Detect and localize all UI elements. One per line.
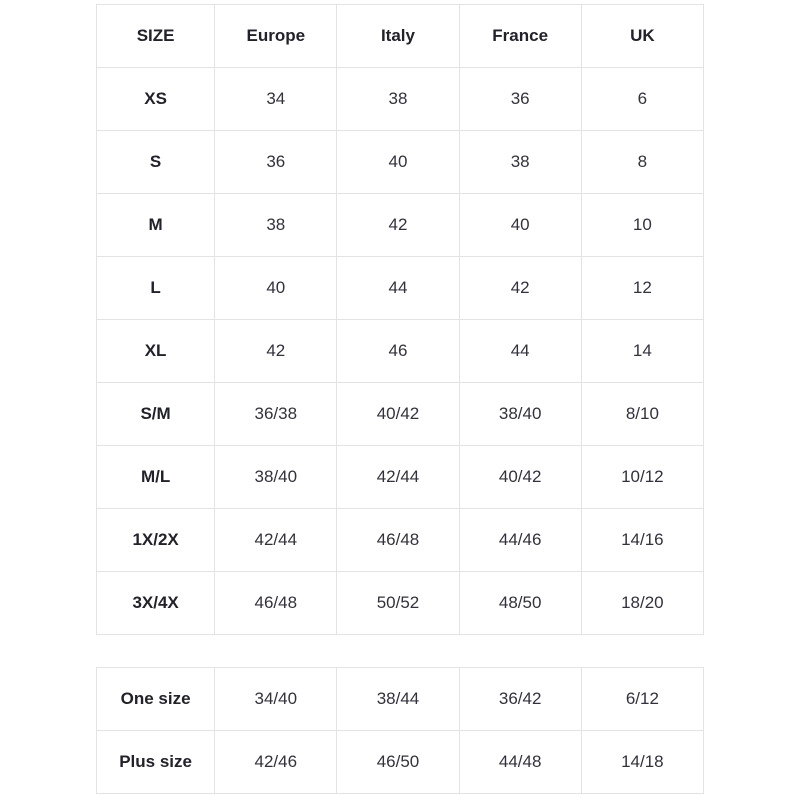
cell-france: 44/46 — [459, 509, 581, 572]
row-label: XL — [97, 320, 215, 383]
row-label: XS — [97, 68, 215, 131]
cell-france: 48/50 — [459, 572, 581, 635]
cell-italy: 38/44 — [337, 668, 459, 731]
table-row — [97, 257, 704, 320]
cell-europe: 42/44 — [215, 509, 337, 572]
cell-italy: 40/42 — [337, 383, 459, 446]
cell-italy: 44 — [337, 257, 459, 320]
cell-europe: 42 — [215, 320, 337, 383]
table-row — [97, 194, 704, 257]
cell-uk: 12 — [581, 257, 703, 320]
cell-france: 36/42 — [459, 668, 581, 731]
cell-europe: 38 — [215, 194, 337, 257]
table-row — [97, 320, 704, 383]
cell-europe: 34/40 — [215, 668, 337, 731]
cell-europe: 36 — [215, 131, 337, 194]
cell-france: 40 — [459, 194, 581, 257]
table-header-row — [97, 5, 704, 68]
row-label: S/M — [97, 383, 215, 446]
cell-italy: 46/50 — [337, 731, 459, 794]
cell-italy: 46/48 — [337, 509, 459, 572]
cell-italy: 42 — [337, 194, 459, 257]
cell-france: 44 — [459, 320, 581, 383]
cell-uk: 8/10 — [581, 383, 703, 446]
cell-france: 42 — [459, 257, 581, 320]
column-header-europe: Europe — [215, 5, 337, 68]
row-label: 1X/2X — [97, 509, 215, 572]
cell-europe: 34 — [215, 68, 337, 131]
row-label: S — [97, 131, 215, 194]
cell-europe: 38/40 — [215, 446, 337, 509]
cell-france: 38 — [459, 131, 581, 194]
cell-france: 38/40 — [459, 383, 581, 446]
cell-france: 44/48 — [459, 731, 581, 794]
cell-italy: 40 — [337, 131, 459, 194]
cell-france: 36 — [459, 68, 581, 131]
cell-uk: 6 — [581, 68, 703, 131]
cell-europe: 42/46 — [215, 731, 337, 794]
column-header-size: SIZE — [97, 5, 215, 68]
main-size-table — [96, 4, 704, 635]
table-row — [97, 668, 704, 731]
table-body — [97, 668, 704, 794]
extra-size-table-container — [96, 667, 704, 794]
cell-italy: 46 — [337, 320, 459, 383]
column-header-uk: UK — [581, 5, 703, 68]
cell-france: 40/42 — [459, 446, 581, 509]
table-row — [97, 131, 704, 194]
table-header — [97, 5, 704, 68]
cell-uk: 18/20 — [581, 572, 703, 635]
cell-uk: 10/12 — [581, 446, 703, 509]
cell-europe: 36/38 — [215, 383, 337, 446]
cell-uk: 14/18 — [581, 731, 703, 794]
cell-europe: 46/48 — [215, 572, 337, 635]
main-size-table-container — [96, 4, 704, 635]
row-label: L — [97, 257, 215, 320]
cell-uk: 8 — [581, 131, 703, 194]
row-label: Plus size — [97, 731, 215, 794]
table-row — [97, 446, 704, 509]
extra-size-table — [96, 667, 704, 794]
row-label: M — [97, 194, 215, 257]
table-row — [97, 731, 704, 794]
table-row — [97, 68, 704, 131]
cell-uk: 6/12 — [581, 668, 703, 731]
table-body — [97, 68, 704, 635]
column-header-france: France — [459, 5, 581, 68]
cell-italy: 42/44 — [337, 446, 459, 509]
cell-uk: 14/16 — [581, 509, 703, 572]
cell-uk: 10 — [581, 194, 703, 257]
table-row — [97, 383, 704, 446]
cell-italy: 38 — [337, 68, 459, 131]
cell-europe: 40 — [215, 257, 337, 320]
row-label: 3X/4X — [97, 572, 215, 635]
table-row — [97, 572, 704, 635]
cell-italy: 50/52 — [337, 572, 459, 635]
row-label: One size — [97, 668, 215, 731]
cell-uk: 14 — [581, 320, 703, 383]
row-label: M/L — [97, 446, 215, 509]
table-row — [97, 509, 704, 572]
column-header-italy: Italy — [337, 5, 459, 68]
